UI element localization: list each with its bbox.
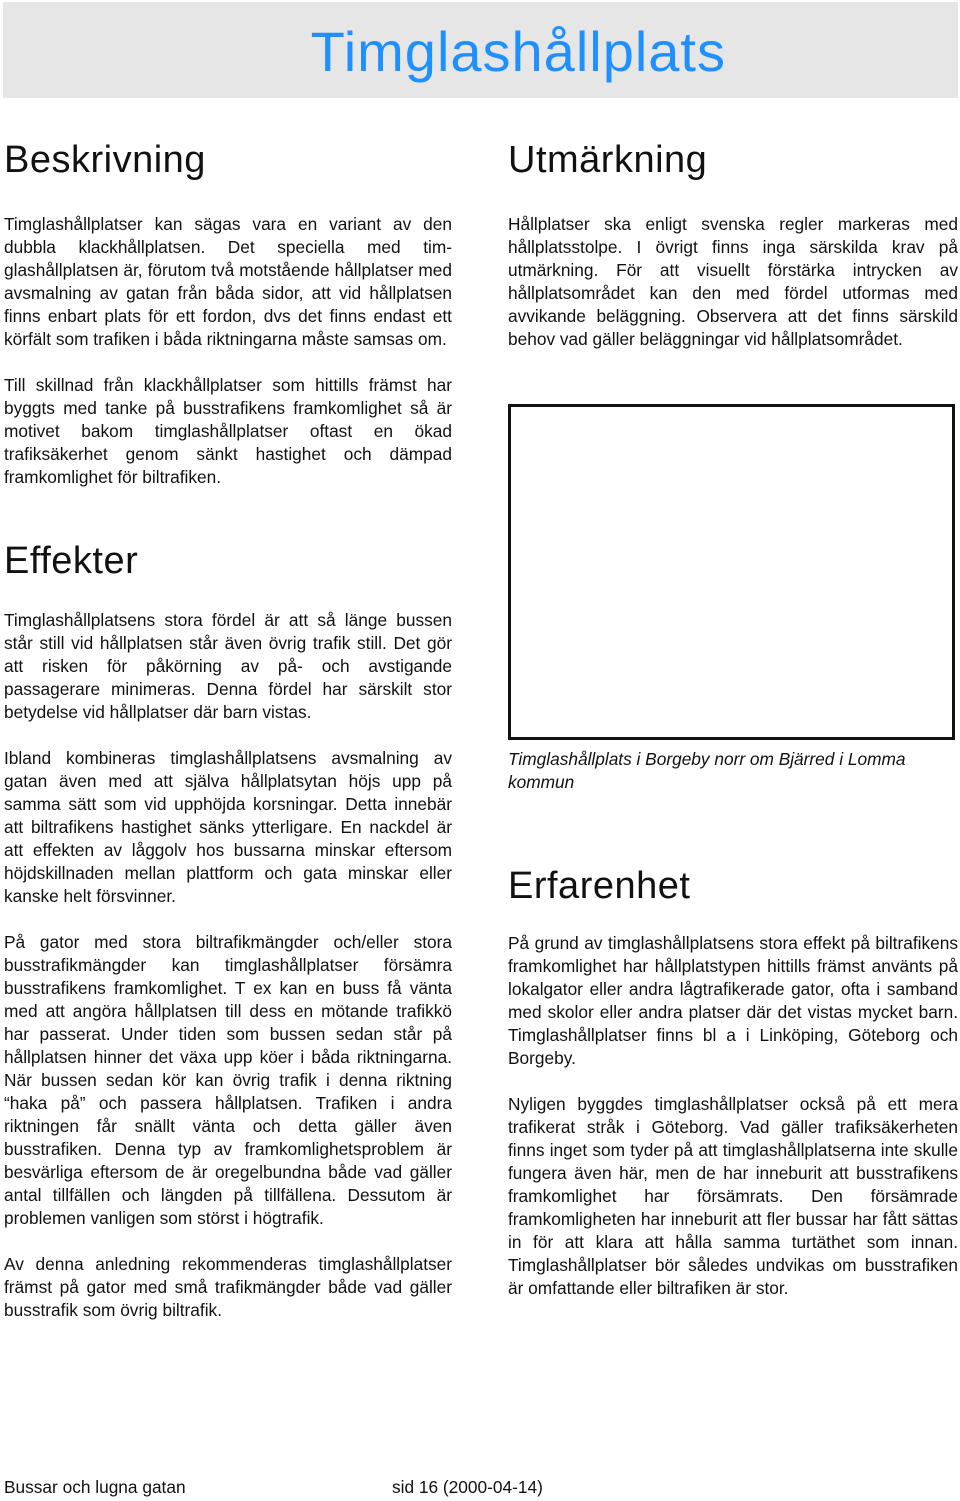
- erfarenhet-paragraph-1: På grund av timglashållplatsens stora effekt på biltrafikens framkomlighet har hållplatstypen hittills främst använts på lokalgator eller andra lågtrafikerade gator, ofta i samband med skolor eller andra platser där det vistas mycket barn. Timglashållplatser finns bl a i Linköping, Göteborg och Borgeby.: [508, 933, 958, 1068]
- photo-caption: Timglashållplats i Borgeby norr om Bjärred i Lomma kommun: [508, 749, 906, 792]
- footer-page-number: sid 16 (2000-04-14): [392, 1477, 543, 1497]
- right-column: [508, 138, 958, 351]
- page-title: Timglashållplats: [310, 20, 726, 83]
- erfarenhet-paragraph-2: Nyligen byggdes timglashållplatser också på ett mera trafikerat stråk i Göteborg. Vad gäller trafiksäkerheten finns inget som tyder på att timglashållplatserna inte skulle fungera även här, men de har inneburit att busstrafikens framkomlighet har försämrats. Den försämrade framkomligheten har inneburit att fler bussar har fått sättas in för att klara att hålla samma turtäthet som innan. Timglashållplatser bör således undvikas om busstrafiken är omfattande eller biltrafiken är stor.: [508, 1094, 958, 1298]
- effekter-paragraph-4: Av denna anledning rekommenderas timglashållplatser främst på gator med små trafikmängder både vad gäller busstrafik som övrig biltrafik.: [4, 1254, 452, 1320]
- beskrivning-paragraph-1: Timglashållplatser kan sägas vara en variant av den dubbla klackhållplatsen. Det speciella med timglashållplatsen är, förutom två motstående hållplatser med avsmalning av gatan från båda sidor, att vid hållplatsen finns enbart plats för ett fordon, dvs det finns endast ett körfält som trafiken i båda riktningarna måste samsas om.: [4, 214, 452, 349]
- utmarkning-paragraph-1: Hållplatser ska enligt svenska regler markeras med hållplatsstolpe. I övrigt finns inga särskilda krav på utmärkning. För att visuellt förstärka intrycken av hållplatsområdet kan den med fördel utformas med avvikande beläggning. Observera att det finns särskild behov vad gäller beläggningar vid hållplatsområdet.: [508, 214, 958, 349]
- section-heading-utmarkning: Utmärkning: [508, 139, 708, 181]
- photo-placeholder: [508, 404, 955, 740]
- erfarenhet-section: [508, 864, 958, 1300]
- left-column: [4, 138, 452, 1322]
- effekter-paragraph-3: På gator med stora biltrafikmängder och/eller stora busstrafikmängder kan timglashållplatser försämra busstrafikens framkomlighet. T ex kan en buss få vänta med att angöra hållplatsen till dess en mötande trafikkö har passerat. Under tiden som bussen sedan står på hållplatsen hinner det växa upp köer i båda riktningarna. När bussen sedan kör kan övrig trafik i denna riktning “haka på” och passera hållplatsen. Trafiken i andra riktningen får snällt vänta och detta gäller även busstrafiken. Denna typ av framkomlighetsproblem är besvärliga eftersom de är oregelbundna både vad gäller antal tillfällen och längden på tillfällena. Dessutom är problemen vanligen som störst i högtrafik.: [4, 932, 452, 1228]
- section-heading-beskrivning: Beskrivning: [4, 139, 206, 181]
- section-heading-effekter: Effekter: [4, 540, 139, 582]
- effekter-paragraph-2: Ibland kombineras timglashållplatsens avsmalning av gatan även med att själva hållplatsytan höjs upp på samma sätt som vid upphöjda korsningar. Detta innebär att biltrafikens hastighet sänks ytterligare. En nackdel är att effekten av låggolv hos bussarna minskar eftersom höjdskillnaden mellan plattform och gata minskar eller kanske helt försvinner.: [4, 748, 452, 906]
- footer-publication: Bussar och lugna gatan: [4, 1477, 186, 1497]
- section-heading-erfarenhet: Erfarenhet: [508, 865, 691, 907]
- header-band: [3, 2, 958, 98]
- effekter-paragraph-1: Timglashållplatsens stora fördel är att så länge bussen står still vid hållplatsen står även övrig trafik still. Det gör att risken för påkörning av på- och avstigande passagerare minimeras. Denna fördel har särskilt stor betydelse vid hållplatser där barn vistas.: [4, 610, 452, 722]
- beskrivning-paragraph-2: Till skillnad från klackhållplatser som hittills främst har byggts med tanke på busstrafikens framkomlighet så är motivet bakom timglashållplatser oftast en ökad trafiksäkerhet genom sänkt hastighet och dämpad framkomlighet för biltrafiken.: [4, 375, 452, 487]
